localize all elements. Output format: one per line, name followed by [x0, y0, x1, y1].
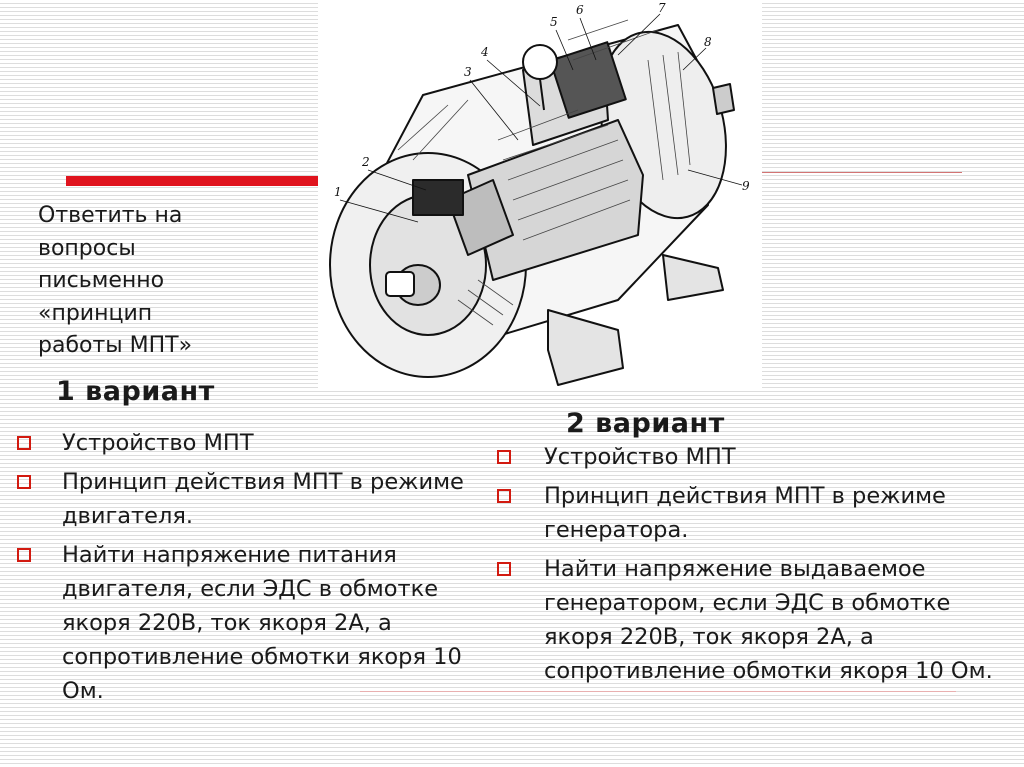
hollow-square-bullet-icon: [497, 450, 511, 464]
task-text: Принцип действия МПТ в режиме двигателя.: [62, 469, 464, 529]
dc-motor-drawing: [318, 0, 762, 390]
instruction-text: [38, 200, 278, 363]
hollow-square-bullet-icon: [17, 548, 31, 562]
task-text: Найти напряжение выдаваемое генератором, если ЭДС в обмотке якоря 220В, ток якоря 2А, а сопротивление обмотки якоря 10 Ом.: [544, 556, 993, 684]
task-item: [494, 552, 1009, 688]
callout-label-1: 1: [334, 185, 342, 199]
task-item: [494, 479, 1009, 547]
hollow-square-bullet-icon: [497, 562, 511, 576]
callout-label-8: 8: [704, 35, 712, 49]
task-item: [14, 426, 494, 460]
instruction-line: вопросы: [38, 235, 136, 261]
dc-motor-cutaway-figure: [318, 0, 762, 390]
instruction-line: Ответить на: [38, 203, 183, 228]
callout-label-4: 4: [481, 45, 489, 59]
instruction-line: работы МПТ»: [38, 333, 193, 358]
instruction-line: письменно: [38, 268, 165, 293]
hollow-square-bullet-icon: [497, 489, 511, 503]
hollow-square-bullet-icon: [17, 475, 31, 489]
hollow-square-bullet-icon: [17, 436, 31, 450]
task-text: Устройство МПТ: [62, 430, 254, 456]
callout-label-5: 5: [550, 15, 558, 29]
callout-label-2: 2: [362, 155, 370, 169]
task-item: [494, 440, 1009, 474]
instruction-line: «принцип: [38, 300, 153, 326]
red-accent-bar: [66, 176, 318, 186]
callout-label-3: 3: [464, 65, 472, 79]
task-item: [14, 538, 494, 708]
callout-label-6: 6: [576, 3, 584, 17]
callout-label-7: 7: [658, 1, 666, 15]
variant-1-task-list: [14, 426, 494, 713]
variant-2-title: 2 вариант: [566, 408, 725, 439]
callout-label-9: 9: [742, 179, 750, 193]
task-text: Найти напряжение питания двигателя, если ЭДС в обмотке якоря 220В, ток якоря 2А, а сопротивление обмотки якоря 10 Ом.: [62, 542, 462, 704]
task-item: [14, 465, 494, 533]
task-text: Устройство МПТ: [544, 444, 736, 470]
task-text: Принцип действия МПТ в режиме генератора.: [544, 483, 946, 543]
divider-line-right: [758, 172, 962, 173]
variant-1-title: 1 вариант: [56, 376, 215, 407]
variant-2-task-list: [494, 440, 1009, 693]
